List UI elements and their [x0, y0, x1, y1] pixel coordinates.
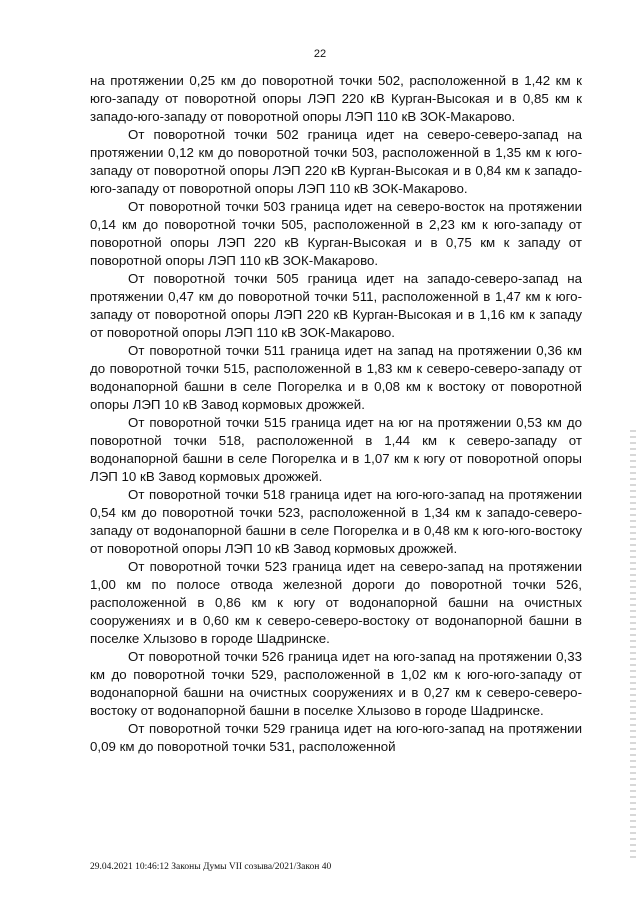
- page-number: 22: [313, 48, 327, 60]
- paragraph: От поворотной точки 502 граница идет на северо-северо-запад на протяжении 0,12 км до поворотной точки 503, расположенной в 1,35 км к юго-западу от поворотной опоры ЛЭП 220 кВ Курган-Высокая и в 0,84 км к западо-юго-западу от поворотной опоры ЛЭП 110 кВ ЗОК-Макарово.: [90, 127, 582, 196]
- paragraph: От поворотной точки 515 граница идет на юг на протяжении 0,53 км до поворотной точки 518, расположенной в 1,44 км к северо-западу от водонапорной башни в селе Погорелка и в 1,07 км к югу от поворотной опоры ЛЭП 10 кВ Завод кормовых дрожжей.: [90, 415, 582, 484]
- paragraph: От поворотной точки 511 граница идет на запад на протяжении 0,36 км до поворотной точки 515, расположенной в 1,83 км к северо-северо-западу от водонапорной башни в селе Погорелка и в 0,08 км к востоку от поворотной опоры ЛЭП 10 кВ Завод кормовых дрожжей.: [90, 343, 582, 412]
- paragraph: От поворотной точки 526 граница идет на юго-запад на протяжении 0,33 км до поворотной точки 529, расположенной в 1,02 км к юго-юго-западу от водонапорной башни на очистных сооружениях и в 0,27 км к северо-северо-востоку от водонапорной башни в поселке Хлызово в городе Шадринске.: [90, 649, 582, 718]
- document-body: [90, 72, 582, 756]
- paragraph: на протяжении 0,25 км до поворотной точки 502, расположенной в 1,42 км к юго-западу от поворотной опоры ЛЭП 220 кВ Курган-Высокая и в 0,85 км к западо-юго-западу от поворотной опоры ЛЭП 110 кВ ЗОК-Макарово.: [90, 73, 582, 124]
- paragraph: От поворотной точки 503 граница идет на северо-восток на протяжении 0,14 км до поворотной точки 505, расположенной в 2,23 км к юго-западу от поворотной опоры ЛЭП 220 кВ Курган-Высокая и в 0,75 км к западу от поворотной опоры ЛЭП 110 кВ ЗОК-Макарово.: [90, 199, 582, 268]
- footer-stamp: 29.04.2021 10:46:12 Законы Думы VII созыва/2021/Закон 40: [90, 862, 332, 872]
- paragraph: От поворотной точки 518 граница идет на юго-юго-запад на протяжении 0,54 км до поворотной точки 523, расположенной в 1,34 км к западо-северо-западу от водонапорной башни в селе Погорелка и в 0,48 км к юго-юго-востоку от поворотной опоры ЛЭП 10 кВ Завод кормовых дрожжей.: [90, 487, 582, 556]
- paragraph: От поворотной точки 529 граница идет на юго-юго-запад на протяжении 0,09 км до поворотной точки 531, расположенной: [90, 721, 582, 754]
- paragraph: От поворотной точки 523 граница идет на северо-запад на протяжении 1,00 км по полосе отвода железной дороги до поворотной точки 526, расположенной в 0,86 км к югу от водонапорной башни на очистных сооружениях и в 0,60 км к северо-северо-востоку от водонапорной башни в поселке Хлызово в городе Шадринске.: [90, 559, 582, 646]
- paragraph: От поворотной точки 505 граница идет на западо-северо-запад на протяжении 0,47 км до поворотной точки 511, расположенной в 1,47 км к юго-западу от поворотной опоры ЛЭП 220 кВ Курган-Высокая и в 1,16 км к западу от поворотной опоры ЛЭП 110 кВ ЗОК-Макарово.: [90, 271, 582, 340]
- margin-registration-stamp: [630, 430, 636, 860]
